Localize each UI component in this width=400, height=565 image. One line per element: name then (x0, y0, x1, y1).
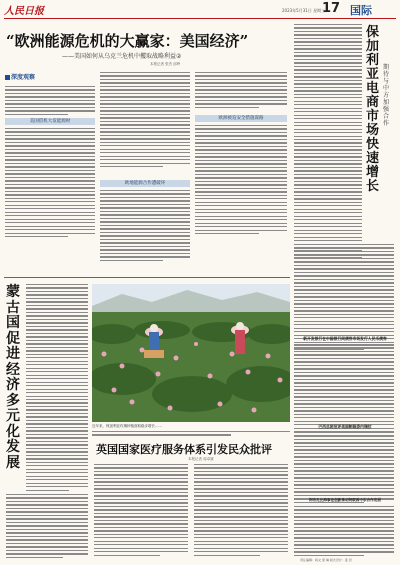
masthead-divider (4, 18, 396, 19)
top-article-byline: 本报记者 张杰 邱岭 (150, 62, 181, 66)
photo-caption-lines (92, 431, 290, 436)
top-article-col1-a (5, 86, 95, 115)
rose-field-illustration (92, 284, 290, 422)
page-number: 17 (322, 1, 341, 16)
top-article-col3-a (195, 72, 287, 108)
masthead (0, 0, 400, 22)
top-article-col2-a (100, 72, 190, 167)
left-article-body-b (6, 494, 88, 558)
bottom-article-col2 (194, 464, 288, 556)
top-article-col1-b (5, 128, 95, 237)
footer-editor-line: 责任编辑：杨文 庞 琳 版式设计：姜 辰 (300, 558, 352, 562)
top-article-col2-b (100, 190, 190, 261)
bottom-article-col1 (94, 464, 188, 556)
top-article-headline: “欧洲能源危机的大赢家：美国经济” (6, 32, 249, 50)
subhead-1: 美国借机大发能源财 (5, 118, 95, 125)
photo-caption (92, 424, 290, 436)
rose-field-photo (92, 284, 290, 422)
subhead-3: 欧洲被迫安全措施谋路 (195, 115, 287, 122)
right-note-1-body (294, 344, 394, 436)
subhead-2: 欧地能源合作遭破坏 (100, 180, 190, 187)
top-article-subheadline: ——美国如何从乌克兰危机中攫取战略利益② (62, 53, 182, 60)
right-note-1-title: 新开发银行在中国银行间债券市场发行人民币债券 (303, 336, 387, 341)
right-note-3-body (294, 506, 394, 556)
right-article-subheadline: 期待与中方加强合作 (383, 64, 390, 127)
left-article-body-a (26, 284, 88, 491)
right-note-2-body (294, 432, 394, 503)
right-note-2-title: 巴西总统批评美国制裁委内瑞拉 (318, 424, 372, 429)
photo-caption-text: 近年来，保加利亚玫瑰种植面积稳步增长…… (92, 424, 162, 428)
bottom-article-byline: 本报记者 周卓斌 (188, 457, 214, 461)
issue-date: 2023年5月31日 星期三 (282, 8, 326, 13)
column-label-icon (5, 75, 10, 80)
right-article-headline: 保加利亚电商市场快速增长 (366, 25, 380, 194)
newspaper-logo: 人民日报 (4, 6, 44, 17)
column-label-text: 深度观察 (11, 74, 36, 81)
right-article-body-bottom (294, 244, 394, 350)
right-article-body-top (294, 24, 362, 262)
bottom-article-headline: 英国国家医疗服务体系引发民众批评 (96, 443, 272, 456)
section-name: 国际 (350, 4, 372, 17)
section-divider (4, 277, 290, 278)
right-note-3-title: 阿布扎比海事业创新推动阿联酋中东合作发展 (309, 498, 381, 502)
column-label (5, 72, 35, 81)
top-article-col3-b (195, 125, 287, 234)
left-article-headline: 蒙古国促进经济多元化发展 (6, 284, 20, 471)
